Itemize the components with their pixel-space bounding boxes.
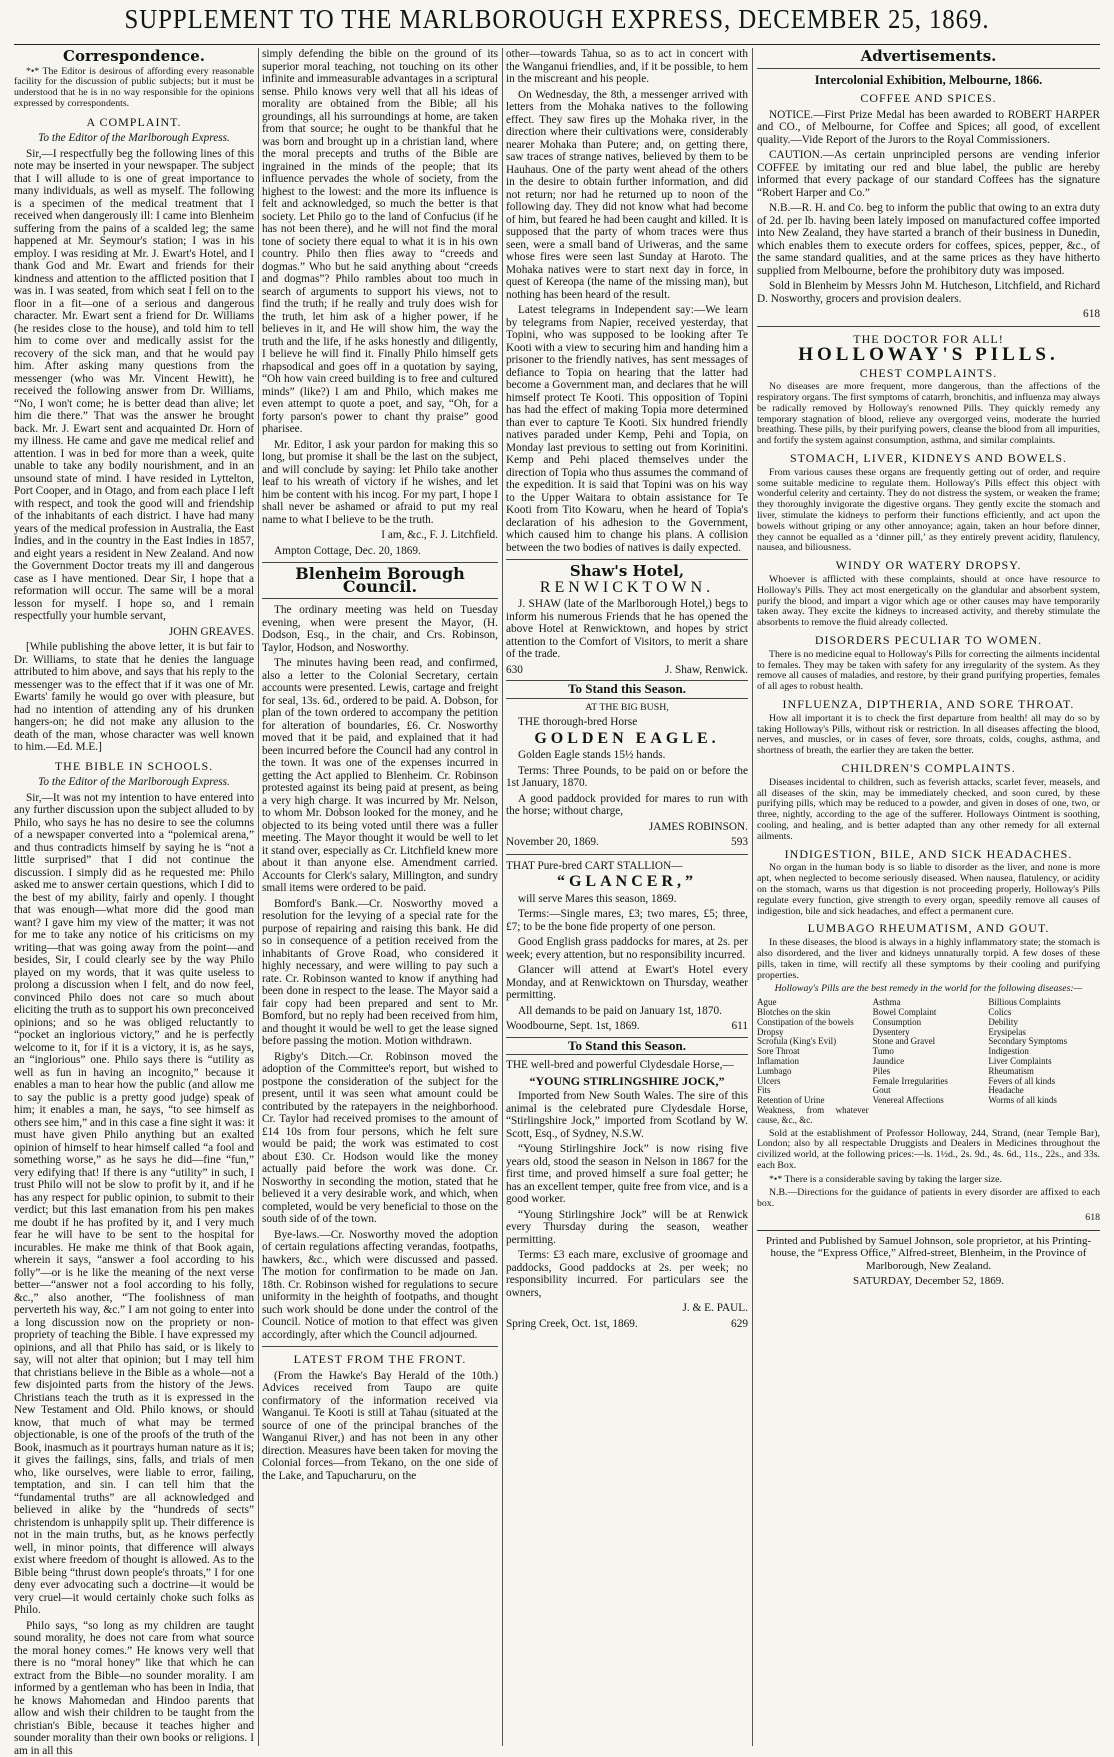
season2-body: Imported from New South Wales. The sire of this animal is the celebrated pure Clydesdale Horse, “Stirlingshire Jock,” imported from Scotland by W. Scott, Esq., of Sydney, N.S.W. (506, 1090, 748, 1140)
column-divider (502, 48, 503, 1746)
season-date: November 20, 1869. (506, 836, 599, 849)
front-continued: other—towards Tahua, so as to act in concert with the Wanganui friendlies, and, if it be possible, to hem in the miscreant and his people. (506, 48, 748, 85)
disease-item: Debility (988, 1016, 1018, 1027)
complaint-signature: JOHN GREAVES. (168, 625, 254, 638)
horse-paddock: A good paddock provided for mares to run with the horse; without charge, (506, 792, 748, 818)
cart-footer (506, 1020, 748, 1033)
horse-name: GOLDEN EAGLE. (534, 729, 720, 747)
disease-item: Colics (988, 1006, 1012, 1017)
ad-number: 630 (506, 663, 523, 676)
disease-item: Piles (872, 1065, 891, 1076)
cart-attend: Glancer will attend at Ewart's Hotel every Monday, and at Renwicktown on Thursday, weather permitting. (506, 964, 748, 1002)
disease-item: Weakness, from whatever cause, &c., &c. (757, 1104, 869, 1125)
cart-date: Woodbourne, Sept. 1st, 1869. (506, 1020, 640, 1033)
dropsy-body: Whoever is afflicted with these complaints, should at once have resource to Holloway's Pills. They act most energetically on the glandular and absorbent system, purify the blood, and impart a vigor which age or other causes may have temporarily taken away. They excite the kidneys to increased activity, and thereby stimulate the absorbents to remove the fluid already collected. (757, 574, 1100, 629)
imprint-text: Printed and Published by Samuel Johnson, sole proprietor, at his Printing-house, the “Express Office,” Alfred-street, Blenheim, in the Province of Marlborough, New Zealand. (765, 1234, 1092, 1272)
disease-item: Stone and Gravel (872, 1036, 936, 1047)
bible-body-2: Philo says, “so long as my children are taught sound morality, he does not care from what source the moral honey comes.” He knows very well that there is no “moral honey” like that which he can extract from the Bible—no sounder morality. I am informed by a gentleman who has been in India, that he knows Mahomedan and Hindoo parents that allow and wish their children to be taught from the christian's Bible, because it teaches higher and sounder morality than their own books or religions. I am in all this (14, 1619, 254, 1757)
bible-body: Sir,—It was not my intention to have entered into any further discussion upon the subject alluded to by Philo, who says he has no desire to see the columns of a newspaper converted into a “polemical arena,” and thus contradicts himself by saying he is “not a little surprised” that I did not continue the discussion. I simply did as he requested me: Philo asked me to answer certain questions, which I did to the best of my ability, fairly and openly. I thought that was enough—what more did the good man want? I gave him my view of the matter; it was not for me to take any notice of his criticisms on my writing—that was going away from the point—and besides, Sir, I could clearly see by the way Philo played on my words, that it was quite useless to prolong a discussion when I felt, and do now feel, convinced Philo does not care so much about eliciting the truth as to support his own preconceived opinions; and so he was obliged reluctantly to “pocket an inglorious victory,” and he is perfectly welcome to it, for if it is a victory, it is, as he says, an “inglorious” one. Philo says there is “utility as well as fun in having an incognito,” because it enables a man to hear how the public (and allow me to say the public is a pretty good judge) speak of him; it enables a man, he says, “to see himself as others see him,” and in this case a fine sight it was: it must have given Philo anything but an exalted opinion of himself to hear himself called “a fool and something worse,” as he says he did—fine “fun,” very edifying that! If there is any “utility” in such, I trust Philo will not be slow to profit by it, and if he has any respect for public opinion, to submit to their verdict; but this last emanation from his pen makes me doubt if he has profited by it, and I very much fear he will have to be sent to the hospital for incurables. He make me think of that Book again, wherein it says, “answer a fool according to his folly”—or is he like the meaning of the next verse better—“answer not a fool according to his folly, &c.,” also another, “The foolishness of man perverteth his way, &c.” I am not going to enter into a long discussion now on the propriety or non-propriety of teaching the Bible. I have expressed my opinions, and all that Philo has said, or is likely to say, will not alter that opinion; but I may tell him that christians believe in the Bible as a whole—not a few disjointed parts from the history of the Jews. Christians teach the truth as it is expressed in the New Testament and Old. Philo knows, or should know, that much of what may be termed objectionable, is one of the proofs of the truth of the Book, inasmuch as it pourtrays human nature as it is; it gives the failings, sins, falls, and trials of men who, like ourselves, were liable to error, failing, temptation, and sin. I can tell him that the “fundamental truths” are all acknowledged and believed in alike by the “hundreds of sects” christendom is unhappily split up. Their difference is not in the main truths, but, as he knows perfectly well, in minor points, that difference will always exist where freedom of thought is allowed. As to the Bible being “thrust down people's throats,” I for one deny ever advocating such a doctrine—it would be very cruel—it would certainly choke such folks as Philo. (14, 791, 255, 1617)
ad-number: 593 (731, 836, 748, 849)
disease-item: Worms of all kinds (988, 1095, 1057, 1106)
council-para: The ordinary meeting was held on Tuesday evening, when were present the Mayor, (H. Dodson, Esq., in the chair, and Crs. Robinson, Taylor, Hodson, and Nosworthy. (262, 604, 498, 654)
dropsy-heading: WINDY OR WATERY DROPSY. (835, 558, 1022, 573)
disease-item: Secondary Symptoms (988, 1036, 1068, 1047)
coffee-caution: CAUTION.—As certain unprincipled persons are vending inferior COFFEE by imitating our red and blue label, the public are hereby informed that every package of our standard Coffees has the signature “Robert Harper and Co.” (757, 149, 1100, 199)
column-divider (258, 48, 259, 1746)
divider (506, 854, 748, 855)
ad-number: 618 (1083, 308, 1100, 320)
disease-item: Sore Throat (757, 1046, 800, 1057)
horse-height: Golden Eagle stands 15½ hands. (518, 749, 666, 762)
bible-continued: simply defending the bible on the ground of its superior moral teaching, not touching on its other infinite and immeasurable advantages in a scriptural sense. Philo knows very well that all his ideas of morality are obtained from the Bible; all his groundings, all his surroundings at home, are taken from that source; he ought to be thankful that he was born and brought up in a christian land, where the moral precepts and truths of the Bible are ingrained in the minds of the people; that its influence pervades the whole of society, from the highest to the lowest: and the more its influence is felt and acknowledged, so much the better is that society. Let Philo go to the land of Confucius (if he has not been there), and he will not find the moral tone of society there equal to what it is in his own country. Philo then flies away to “creeds and dogmas.” Who but he said anything about “creeds and dogmas”? Philo rambles about too much in search of arguments to support his views, not to find the truth; if he really and truly does wish for the truth, let him ask of a higher power, if he believes in it, and He will show him, the way the truth and the life, if he asks honestly and diligently, I believe he will find it. Finally Philo himself gets rhapsodical and goes off in a quotation by saying, “Oh how vain creed building is to free and cultured minds” (like?) I am and Philo, which makes me even attempt to quote a poet, and say, “Oh, for a forty parson's power to chant thy praise” good pharisee. (262, 48, 498, 435)
council-para: Bye-laws.—Cr. Nosworthy moved the adoption of certain regulations affecting verandas, footpaths, hawkers, &c., which were discussed and passed. The motion for confirmation to be made on Jan. 18th. Cr. Robinson wished for regulations to secure uniformity in the heighth of footpaths, and thought such work should be done under the control of the Council. Notice of motion to that effect was given accordingly, after which the Council adjourned. (262, 1228, 498, 1341)
disease-item: Erysipelas (988, 1026, 1026, 1037)
column-2 (262, 48, 498, 1748)
front-heading: LATEST FROM THE FRONT. (293, 1352, 467, 1366)
column-3 (506, 48, 748, 1748)
flu-body: How all important it is to check the first departure from health! all may do so by taking Holloway's Pills, without risk or restriction. In all diseases affecting the blood, nerves, and muscles, or in cases of fever, sore throats, colds, coughs, asthma, and shortness of breath, the earlier they are taken the better. (757, 712, 1100, 757)
disease-item: Lumbago (757, 1065, 792, 1076)
season2-intro: THE well-bred and powerful Clydesdale Horse,— (506, 1059, 734, 1072)
front-para: On Wednesday, the 8th, a messenger arrived with letters from the Mohaka natives to the following effect. They saw fires up the Mohaka river, in the direction where their cultivations were, considerably nearer Mohaka than Putere; and, on getting there, saw traces of strange natives, believed by them to be Hauhaus. One of the party went ahead of the others in the desire to obtain further information, and did not return; nor had he returned up to noon of the following day. They did not know what had become of him, but feared he had been caught and killed. It is supposed that the party of whom traces were thus seen, were a small band of Uriweras, and the same whose fires were seen last Sunday at Haroto. The Mohaka natives were to start next day in force, in quest of Kereopa (the name of the missing man), but nothing has been heard of the result. (506, 88, 748, 301)
stomach-heading: STOMACH, LIVER, KIDNEYS AND BOWELS. (789, 451, 1068, 466)
divider (757, 68, 1100, 69)
complaint-title: A COMPLAINT. (86, 114, 182, 129)
doctor-title: THE DOCTOR FOR ALL! (853, 331, 1004, 346)
editor-reply: [While publishing the above letter, it is but fair to Dr. Williams, to state that he denies the language attributed to him above, and says that his reply to the messenger was to the effect that if it was one of Mr. Ewarts' family he would go over with pleasure, but had no intention of attending any of his drunken hangers-on; he did not make any allusion to the death of the man, whose character was well known to him.—Ed. M.E.] (14, 641, 254, 754)
coffee-title: COFFEE AND SPICES. (860, 91, 997, 105)
council-para: Rigby's Ditch.—Cr. Robinson moved the adoption of the Committee's report, but wished to postpone the consideration of the subject for the present, until it was seen what amount could be contributed by the ratepayers in the neighborhood. Cr. Taylor had received promises to the amount of £14 10s from four persons, which he felt sure would be paid; the work was estimated to cost about £30. Cr. Hodson would like the money actually paid before the work was done. Cr. Nosworthy in seconding the motion, stated that he believed it a very desirable work, and which, when completed, would be very beneficial to those on the south side of of the town. (262, 1050, 498, 1225)
disease-item: Asthma (872, 997, 901, 1008)
directions-note: N.B.—Directions for the guidance of patients in every disorder are affixed to each box. (757, 1187, 1100, 1210)
season2-date: Spring Creek, Oct. 1st, 1869. (506, 1317, 638, 1330)
saving-note: *•* There is a considerable saving by taking the larger size. (769, 1173, 1002, 1185)
shaw-footer (506, 664, 748, 677)
disease-item: Dysentery (872, 1026, 910, 1037)
disease-item: Venereal Affections (872, 1095, 944, 1106)
column-divider (752, 48, 753, 1746)
women-body: There is no medicine equal to Holloway's Pills for correcting the ailments incidental to females. They may be taken with safety for any irregularity of the system. As they remove all causes of maladies, and restore, by their grand purifying properties, females of all ages to robust health. (757, 648, 1100, 693)
bible-title: THE BIBLE IN SCHOOLS. (54, 758, 214, 773)
coffee-sold: Sold in Blenheim by Messrs John M. Hutcheson, Litchfield, and Richard D. Nosworthy, grocers and provision dealers. (757, 280, 1100, 305)
shaw-hotel-body: J. SHAW (late of the Marlborough Hotel,) begs to inform his numerous Friends that he has opened the above Hotel at Renwicktown, and hopes by strict attention to the Comfort of Visitors, to merit a share of the trade. (506, 598, 748, 660)
divider (262, 1346, 498, 1347)
coffee-exhibition: Intercolonial Exhibition, Melbourne, 1866. (814, 72, 1043, 87)
column-1 (14, 47, 255, 1757)
disease-item: Jaundice (872, 1055, 905, 1066)
bible-closing: Mr. Editor, I ask your pardon for making this so long, but promise it shall be the last on the subject, and will conclude by saying: let Philo take another leaf to his wreath of victory if he wishes, and let him be content with his incog. For my part, I hope I shall never be ashamed or afraid to put my real name to what I believe to be the truth. (262, 438, 498, 526)
cart-horse-name: “GLANCER,” (556, 873, 697, 891)
season2-body: “Young Stirlingshire Jock” will be at Renwick every Thursday during the season, weather permitting. (506, 1208, 748, 1246)
disease-item: Indigestion (988, 1046, 1029, 1057)
season2-footer (506, 1318, 748, 1331)
disease-item: Tumo (872, 1046, 894, 1057)
coffee-nb: N.B.—R. H. and Co. beg to inform the public that owing to an extra duty of 2d. per lb. having been lately imposed on manufactured coffee imported into New Zealand, they have started a branch of their business in Dunedin, which enables them to execute orders for coffees, spices, pepper, &c., of the same standard qualities, and at the same prices as they have hitherto supplied from Melbourne, before the prohibitory duty was imposed. (757, 202, 1101, 277)
disease-item: Billious Complaints (988, 997, 1061, 1008)
disease-item: Liver Complaints (988, 1055, 1052, 1066)
season2-horse: “YOUNG STIRLINGSHIRE JOCK,” (529, 1073, 725, 1088)
masthead-rule (14, 44, 1100, 45)
complaint-body: Sir,—I respectfully beg the following lines of this note may be inserted in your newspaper. The subject that I will allude to is one of great importance to many individuals, as well as myself. The following is a specimen of the medical treatment that I received when dangerously ill: I came into Blenheim suffering from the pains of a scalded leg; the same happened at Mr. Seymour's station; I was in his employ. I was residing at Mr. J. Ewart's Hotel, and I thank God and Mr. Ewart and friends for their kindness and attention to the afflicted position that I was in. I was seated, from which seat I fell on to the floor in a fit—one of a serious and dangerous character. Mr. Ewart sent a friend for Dr. Williams (he resides close to the house), and told him to tell him to come over and medically assist for the recovery of the sick man, and that he would pay him. After asking many questions from the messenger (who was Mr. Vincent Hewitt), he received the following answer from Dr. Williams, “No, I won't come; he is better dead than alive; let him die there.” That was the answer he brought back. Mr. J. Ewart sent and acquainted Dr. Horn of my illness. He came and gave me medical relief and attention. I was in bed for more than a week, quite unable to take any bodily nourishment, and in an unsound state of mind. I have resided in Lyttelton, Port Cooper, and in Otago, and from each place I left with respect, and took the good will and friendship of the inhabitants of each district. I have had many years of the medical profession in Australia, the East Indies, and in the country in the East Indies in 1857, and eight years a resident in New Zealand. And now the Government Doctor treats my ill and dangerous case as I have mentioned. Dear Sir, I hope that a reformation will occur. The same will be a moral lesson for myself. I hope so, and I remain respectfully your humble servant, (14, 147, 254, 623)
disease-item: Ulcers (757, 1075, 781, 1086)
women-heading: DISORDERS PECULIAR TO WOMEN. (814, 633, 1043, 648)
disease-item: Headache (988, 1085, 1024, 1096)
shaw-hotel-place: RENWICKTOWN. (539, 578, 715, 596)
pills-title: HOLLOWAY'S PILLS. (798, 344, 1059, 365)
cart-serve: will serve Mares this season, 1869. (518, 892, 677, 905)
council-heading: Blenheim Borough Council. (295, 564, 465, 596)
masthead: SUPPLEMENT TO THE MARLBOROUGH EXPRESS, DECEMBER 25, 1869. (124, 4, 990, 34)
season-heading: To Stand this Season. (506, 680, 748, 699)
cart-intro: THAT Pure-bred CART STALLION— (506, 859, 683, 872)
front-para: Latest telegrams in Independent say:—We learn by telegrams from Napier, received yesterday, that Topini, who was supposed to be looking after Te Kooti with a view to securing him and handing him a prisoner to the friendly natives, has sent messages of defiance to Topia on hearing that the latter had become a Government man, and declares that he will himself protect Te Kooti. This opposition of Topini has had the effect of making Topia more determined than ever to capture Te Kooti. Six hundred friendly natives paraded under Kemp, Pehi and Topia, on Monday last previous to setting out from Korinitini. Kemp and Pehi placed themselves under the direction of Topia who thus assumes the command of the expedition. It is said that Topini was on his way to the Upper Waitara to obtain assistance for Te Kooti from Tito Kowaru, when he heard of Topia's declaration of his adhesion to the Government, which caused him to change his plans. A collision between the two bodies of natives is daily expected. (506, 304, 748, 554)
imprint-date: SATURDAY, December 52, 1869. (853, 1275, 1004, 1288)
council-para: Bomford's Bank.—Cr. Nosworthy moved a resolution for the levying of a special rate for the purpose of repairing and raising this bank. He did so in consequence of a petition received from the inhabitants of Grove Road, who considered it highly necessary, and were willing to pay such a rate. Cr. Robinson wanted to know if anything had been done in respect to the lease. The Mayor said a fair copy had been prepared and sent to Mr. Bomford, but no reply had been received from him, and thought it would be well to get the lease signed before passing the motion. Motion withdrawn. (262, 897, 498, 1047)
disease-item: Bowel Complaint (872, 1006, 937, 1017)
sold-at: Sold at the establishment of Professor Holloway, 244, Strand, (near Temple Bar), London; also by all respectable Druggists and Dealers in Medicines throughout the civilized world, at the following prices:—ls. 1½d., 2s. 9d., 4s. 6d., 11s., 22s., and 33s. each Box. (757, 1127, 1100, 1171)
remedy-line: Holloway's Pills are the best remedy in the world for the following diseases:— (774, 983, 1083, 995)
flu-heading: INFLUENZA, DIPTHERIA, AND SORE THROAT. (782, 697, 1075, 712)
season2-owner: J. & E. PAUL. (682, 1302, 748, 1315)
season-heading-2: To Stand this Season. (506, 1037, 748, 1056)
lumbago-body: In these diseases, the blood is always in a highly inflammatory state; the stomach is also disordered, and the liver and kidneys unnaturally torpid. A few doses of these pills, taken in time, will rectify all these symptoms by their cooling and purifying properties. (757, 937, 1100, 981)
chest-body: No diseases are more frequent, more dangerous, than the affections of the respiratory organs. The first symptoms of catarrh, bronchitis, and influenza may always be radically removed by Holloway's renowned Pills. They quickly remedy any temporary stagnation of blood, relieve any overgorged veins, moderate the hurried breathing. These pills, by their purifying powers, cleanse the blood from all impurities, and fortify the system against consumption, asthma, and similar complaints. (757, 381, 1100, 447)
disease-item: Dropsy (757, 1026, 784, 1037)
disease-item: Constipation of the bowels (757, 1016, 854, 1027)
bible-signature: I am, &c., F. J. Litchfield. (381, 529, 498, 541)
divider (757, 326, 1100, 327)
disease-item: Consumption (872, 1016, 922, 1027)
season2-terms: Terms: £3 each mare, exclusive of groomage and paddocks, Good paddocks at 2s. per week; no responsibility incurred. For particulars see the owners, (506, 1249, 748, 1299)
complaint-addressee: To the Editor of the Marlborough Express. (38, 132, 230, 145)
disease-list (757, 998, 1100, 1125)
indigestion-heading: INDIGESTION, BILE, AND SICK HEADACHES. (784, 846, 1073, 861)
chest-heading: CHEST COMPLAINTS. (859, 365, 998, 380)
ad-number: 629 (731, 1317, 748, 1330)
stomach-body: From various causes these organs are frequently getting out of order, and require some suitable medicine to regulate them. Holloway's Pills effect this object with wonderful celerity and certainty. They do not distress the system, or weaken the frame; they thoroughly invigorate the digestive organs. They gently excite the stomach and liver, stimulate the kidneys to perform their functions efficiently, and act upon the bowels without griping or any other annoyance; again, taken an hour before dinner, they cannot be equalled as a ‘dinner pill,’ as they entirely prevent acidity, flatulency, nausea, and biliousness. (757, 466, 1100, 554)
front-para: (From the Hawke's Bay Herald of the 10th.) Advices received from Taupo are quite confirmatory of the information received via Wanganui. Te Kooti is still at Tahau (situated at the source of one of the principal branches of the Wanganui River,) and has not been in any other direction. Measures have been taken for moving the Colonial forces—from Tekano, on the one side of the Lake, and Tapucharuru, on the (262, 1369, 498, 1482)
ad-number: 611 (731, 1020, 748, 1033)
imprint (757, 1230, 1100, 1288)
disease-item: Female Irregularities (872, 1075, 948, 1086)
indigestion-body: No organ in the human body is so liable to disorder as the liver, and none is more apt, when neglected to become seriously diseased. When nausea, flatulency, or acidity on the stomach, warns us that digestion is not proceeding properly, Holloway's Pills regulate every function, give strength to every organ, speedily remove all causes of indigestion, bile and sick headaches, and effect a permanent cure. (757, 862, 1100, 917)
disease-item: Blotches on the skin (757, 1006, 831, 1017)
disease-item: Gout (872, 1085, 891, 1096)
disease-item: Scrofula (King's Evil) (757, 1036, 837, 1047)
lumbago-heading: LUMBAGO RHEUMATISM, AND GOUT. (807, 921, 1050, 936)
horse-owner: JAMES ROBINSON. (648, 820, 748, 833)
coffee-notice: NOTICE.—First Prize Medal has been awarded to ROBERT HARPER and CO., of Melbourne, for Coffee and Spices; all good, of excellent quality.—Vide Report of the Jurors to the Royal Commissioners. (757, 108, 1100, 146)
ad-number: 618 (1085, 1212, 1100, 1224)
council-para: The minutes having been read, and confirmed, also a letter to the Colonial Secretary, certain accounts were presented. Lewis, cartage and freight for seal, 13s. 6d., ordered to be paid. A. Dobson, for plan of the town ordered to accompany the petition for alteration of boundaries, £6. Cr. Nosworthy moved that it be paid, and explained that it had been incurred before the Council had any control in the town. It was one of the expenses incurred in getting the Act applied to Blenheim. Cr. Robinson protested against its being paid at present, as being a very high charge. It was incurred by Mr. Nelson, to whom Mr. Dobson looked for the money, and he objected to its being voted until there was a fuller meeting. The Mayor thought it would be well to let it stand over, especially as Cr. Litchfield knew more about it than anyone else. Amendment carried. Accounts for Clerk's salary, Millington, and sundry small items were ordered to be paid. (262, 657, 498, 894)
editor-note: *•* The Editor is desirous of affording every reasonable facility for the discussion of public subjects; but it must be understood that he is in no way responsible for the opinions expressed by correspondents. (14, 65, 254, 109)
bible-addressee: To the Editor of the Marlborough Express. (38, 776, 230, 789)
shaw-signature: J. Shaw, Renwick. (664, 663, 748, 676)
children-body: Diseases incidental to children, such as feverish attacks, scarlet fever, measels, and all diseases of the skin, may be immediately checked, and soon cured, by these purifying pills, which may be reduced to a powder, and given in doses of one, two, or three, nightly, according to the age of the sufferer. Holloways Ointment is soothing, cooling, and healing, and is better adapted than any other remedy for all external ailments. (757, 776, 1100, 842)
disease-item: Rheumatism (988, 1065, 1034, 1076)
children-heading: CHILDREN'S COMPLAINTS. (841, 761, 1016, 775)
cart-terms: Terms:—Single mares, £3; two mares, £5; three, £7; to be the bone fide property of one person. (506, 908, 748, 933)
divider (262, 562, 498, 563)
divider (506, 559, 748, 560)
season-footer (506, 836, 748, 849)
horse-terms: Terms: Three Pounds, to be paid on or before the 1st January, 1870. (506, 764, 748, 790)
disease-item: Inflamation (757, 1055, 799, 1066)
column-4 (757, 48, 1100, 1748)
divider (262, 598, 498, 599)
disease-item: Ague (757, 997, 777, 1008)
bible-place: Ampton Cottage, Dec. 20, 1869. (274, 544, 421, 557)
disease-item: Retention of Urine (757, 1095, 825, 1106)
season-intro: THE thorough-bred Horse (518, 716, 638, 729)
cart-grass: Good English grass paddocks for mares, at 2s. per week; every attention, but no responsibility incurred. (506, 936, 748, 961)
season-location: AT THE BIG BUSH, (585, 701, 669, 713)
correspondence-heading: Correspondence. (63, 47, 205, 65)
advertisements-heading: Advertisements. (860, 47, 997, 65)
shaw-hotel-title: Shaw's Hotel, (569, 562, 685, 580)
disease-item: Fits (757, 1085, 771, 1096)
disease-item: Fevers of all kinds (988, 1075, 1056, 1086)
cart-demands: All demands to be paid on January 1st, 1870. (518, 1004, 722, 1017)
season2-body: “Young Stirlingshire Jock” is now rising five years old, stood the season in Nelson in 1867 for the first time, and proved himself a sure foal getter; he has an excellent temper, quite free from vice, and is a good worker. (506, 1143, 748, 1206)
